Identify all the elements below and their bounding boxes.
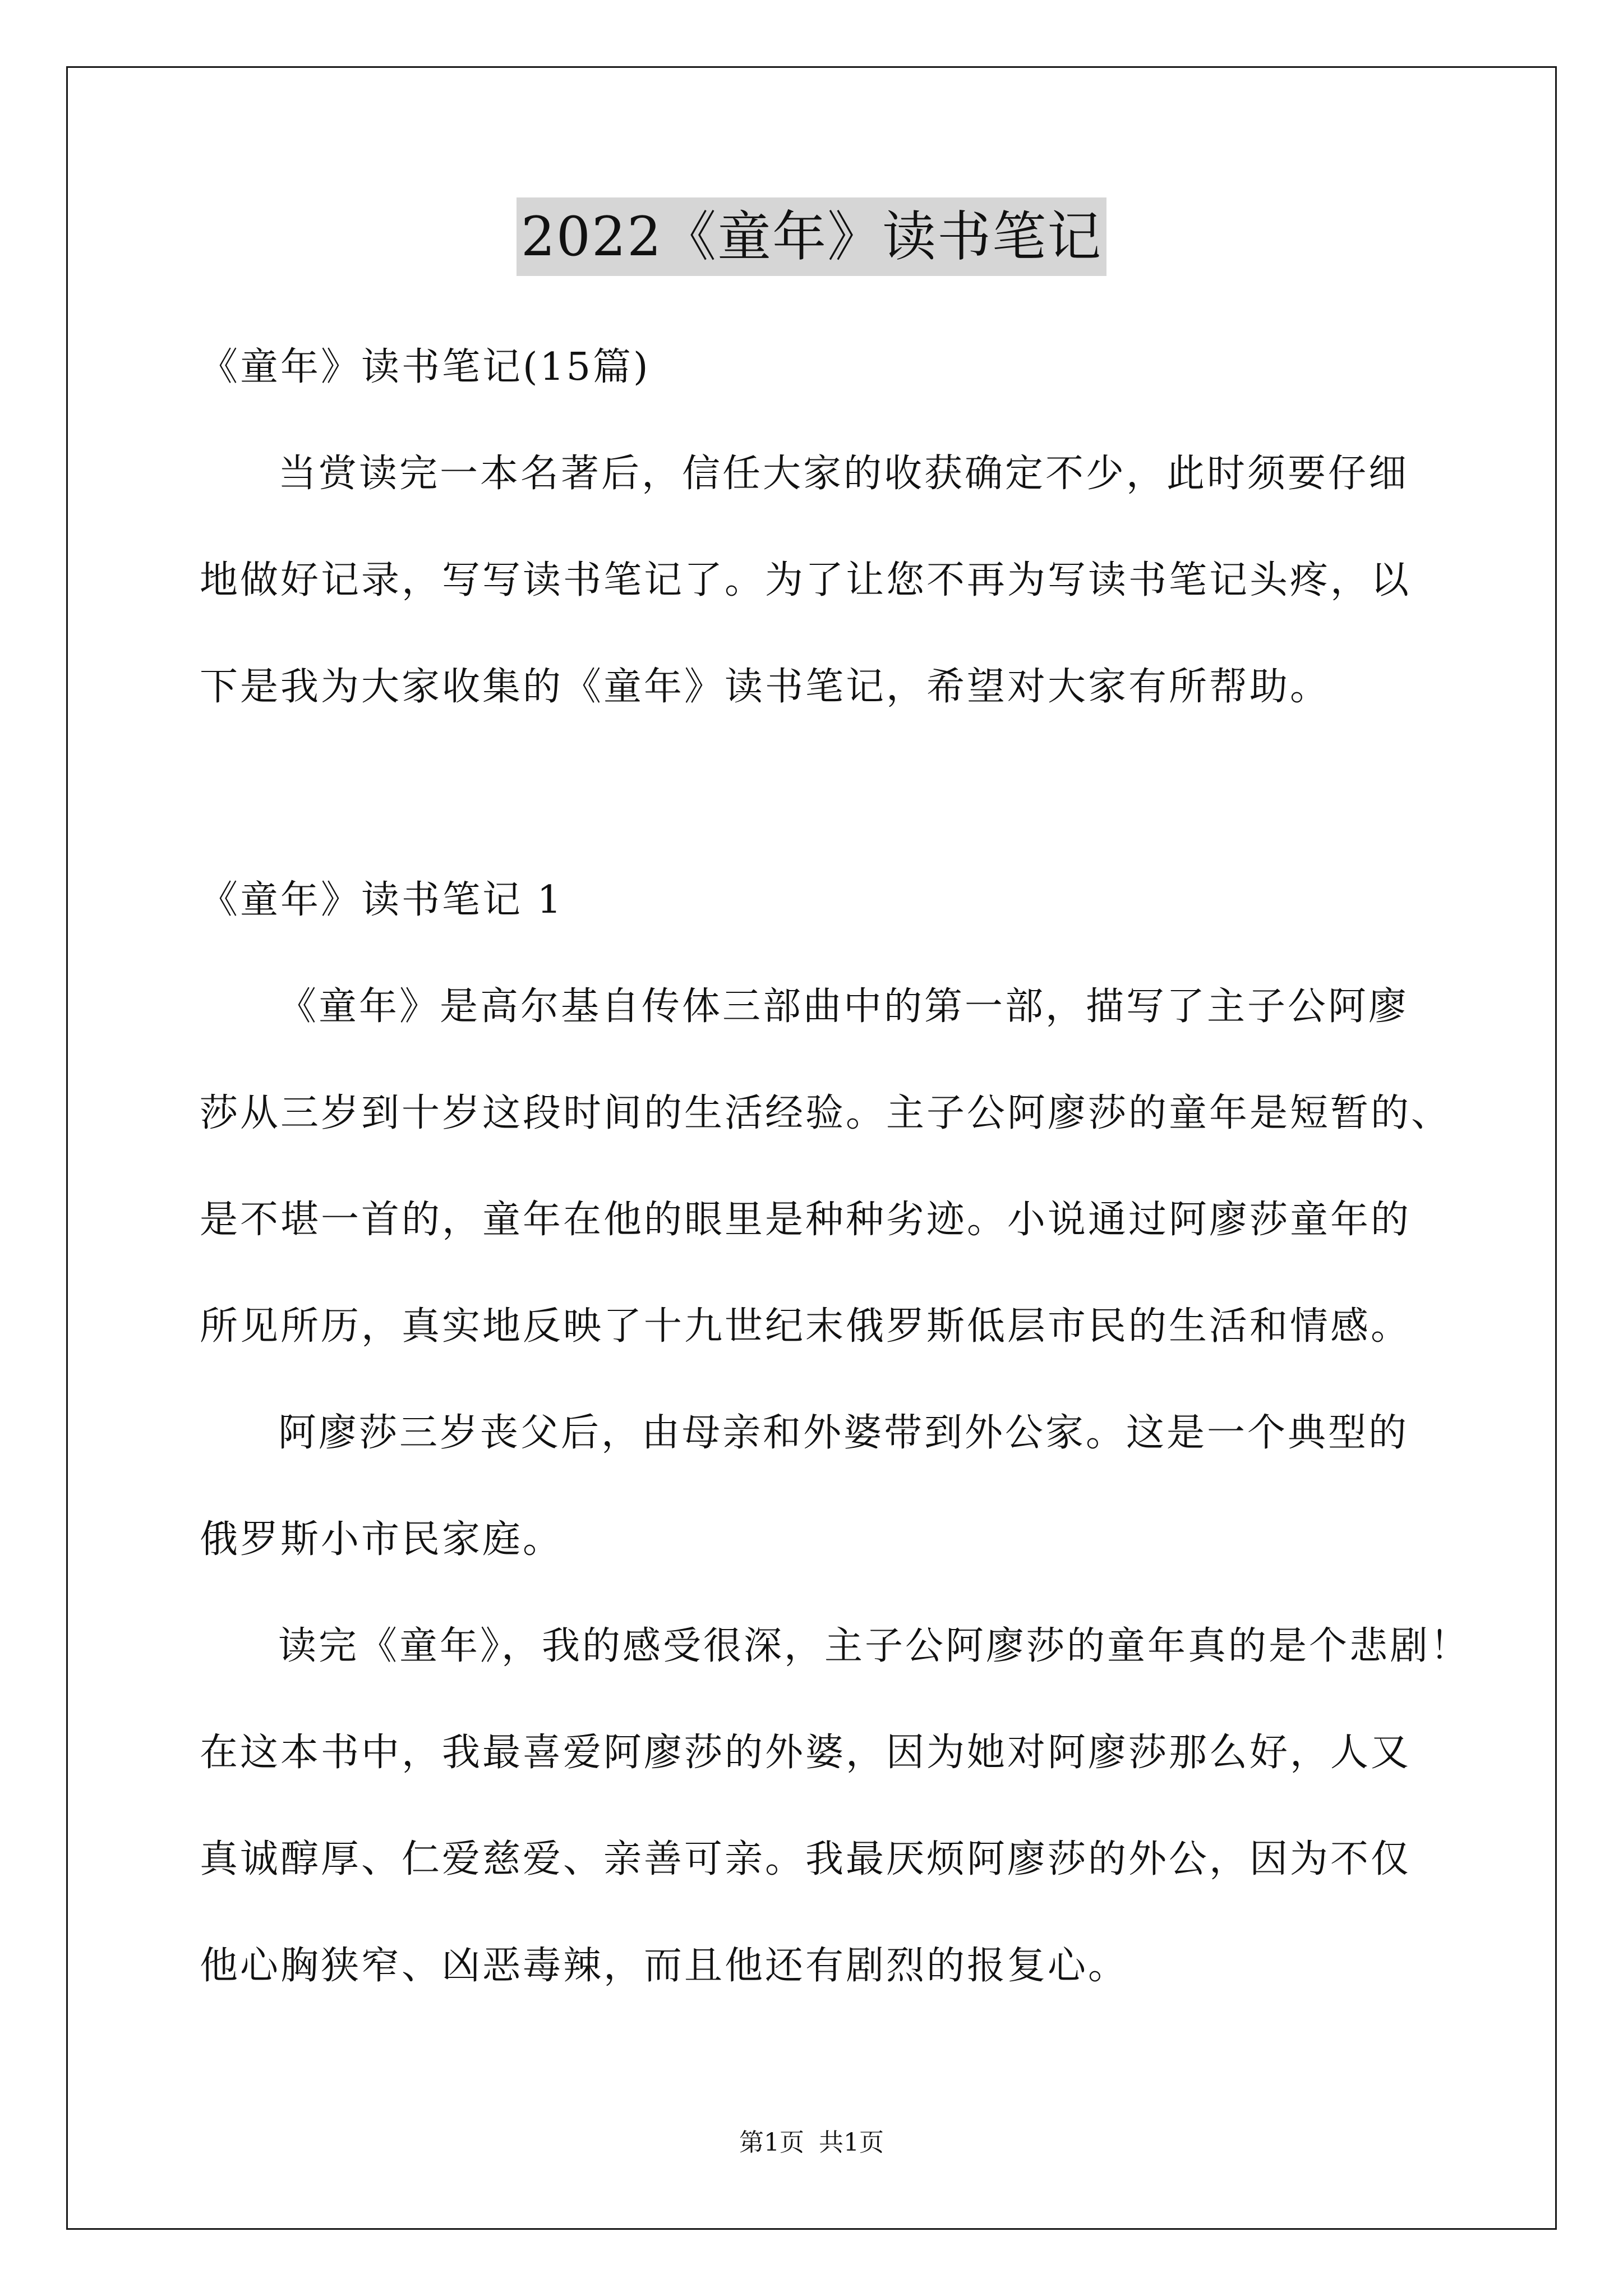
paragraph1-line-4: 所见所历，真实地反映了十九世纪末俄罗斯低层市民的生活和情感。: [200, 1304, 1412, 1349]
paragraph3-line-1: 读完《童年》，我的感受很深，主子公阿廖莎的童年真的是个悲剧！: [278, 1624, 1471, 1668]
paragraph2-line-2: 俄罗斯小市民家庭。: [200, 1517, 564, 1562]
paragraph2-line-1: 阿廖莎三岁丧父后，由母亲和外婆带到外公家。这是一个典型的: [278, 1411, 1409, 1455]
page-footer: [0, 2126, 1623, 2160]
subtitle: 《童年》读书笔记(15篇): [200, 345, 651, 389]
page-total: 共1页: [819, 2128, 884, 2157]
paragraph3-line-4: 他心胸狭窄、凶恶毒辣，而且他还有剧烈的报复心。: [200, 1944, 1129, 1988]
section-gap: [200, 740, 1433, 847]
paragraph3-line-3: 真诚醇厚、仁爱慈爱、亲善可亲。我最厌烦阿廖莎的外公，因为不仅: [200, 1837, 1412, 1881]
document-body: [200, 314, 1471, 2019]
paragraph1-line-3: 是不堪一首的，童年在他的眼里是种种劣迹。小说通过阿廖莎童年的: [200, 1198, 1412, 1242]
intro-line-2: 地做好记录，写写读书笔记了。为了让您不再为写读书笔记头疼，以: [200, 558, 1412, 602]
paragraph1-line-2: 莎从三岁到十岁这段时间的生活经验。主子公阿廖莎的童年是短暂的、: [200, 1091, 1452, 1135]
page-number: 第1页: [739, 2128, 804, 2157]
paragraph3-line-2: 在这本书中，我最喜爱阿廖莎的外婆，因为她对阿廖莎那么好，人又: [200, 1731, 1412, 1775]
section-heading: 《童年》读书笔记 1: [200, 878, 564, 922]
intro-line-1: 当赏读完一本名著后，信任大家的收获确定不少，此时须要仔细: [278, 452, 1409, 496]
document-title: 2022《童年》读书笔记: [517, 197, 1106, 276]
intro-line-3: 下是我为大家收集的《童年》读书笔记，希望对大家有所帮助。: [200, 665, 1331, 709]
paragraph1-line-1: 《童年》是高尔基自传体三部曲中的第一部，描写了主子公阿廖: [278, 984, 1409, 1029]
title-wrap: [0, 197, 1623, 276]
